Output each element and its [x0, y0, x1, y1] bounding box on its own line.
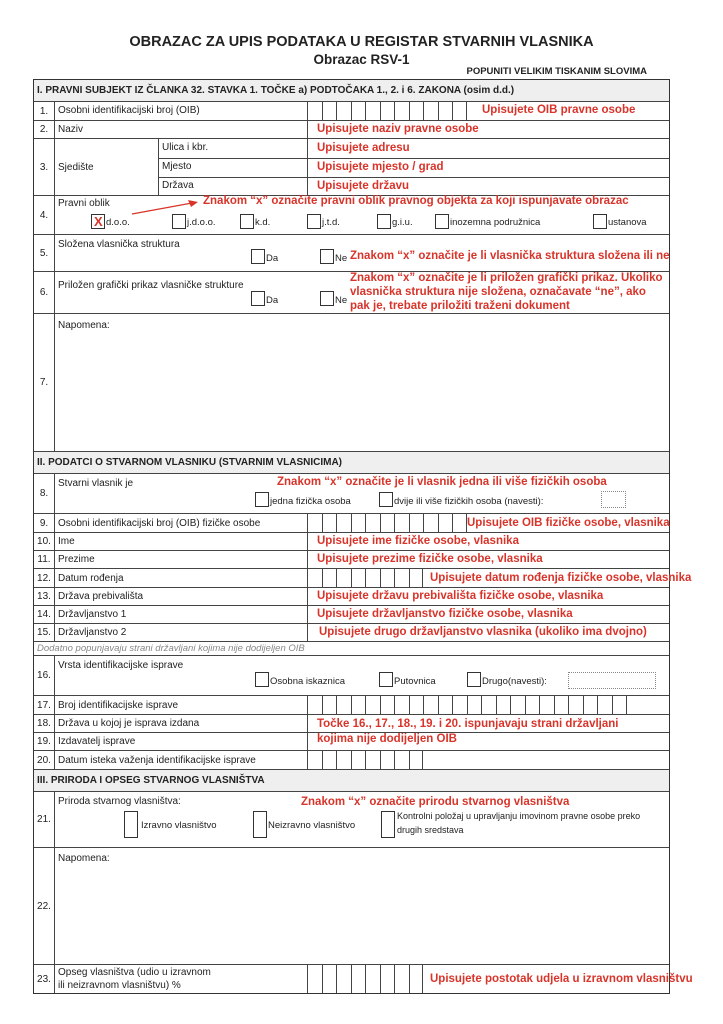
city-annotation: Upisujete mjesto / grad [317, 161, 444, 173]
checkbox-passport[interactable] [379, 672, 393, 687]
option-yes: Da [266, 295, 279, 306]
complex-structure-annotation: Znakom “x” označite je li vlasnička struktura složena ili ne [350, 250, 670, 262]
option-other: Drugo(navesti): [482, 676, 547, 687]
row-2-name [34, 121, 669, 139]
row-number: 20. [34, 751, 55, 769]
checkbox-direct[interactable] [124, 811, 138, 838]
row-19-issuer [34, 733, 669, 751]
foreign-fields-annotation-line2: kojima nije dodijeljen OIB [317, 733, 457, 745]
row-18-issuing-country [34, 715, 669, 733]
row-20-expiry-date [34, 751, 669, 770]
option-yes: Da [266, 253, 279, 264]
graphic-annotation-line3: pak je, trebate priložiti traženi dokument [350, 300, 570, 312]
row-9-person-oib [34, 514, 669, 533]
residence-label: Država prebivališta [58, 591, 144, 602]
row-11-last-name [34, 551, 669, 569]
seat-label: Sjedište [58, 162, 94, 173]
option-multiple-persons: dvije ili više fizičkih osoba (navesti): [394, 496, 544, 507]
row-3-seat [34, 139, 669, 196]
citizenship-2-label: Državljanstvo 2 [58, 627, 127, 638]
first-name-input[interactable] [308, 533, 669, 550]
row-number: 16. [34, 656, 55, 695]
person-oib-label: Osobni identifikacijski broj (OIB) fizičke osobe [58, 518, 261, 529]
street-annotation: Upisujete adresu [317, 142, 410, 154]
row-17-id-number [34, 696, 669, 715]
checkbox-id-card[interactable] [255, 672, 269, 687]
street-label: Ulica i kbr. [162, 142, 209, 153]
checkbox-kd[interactable] [240, 214, 254, 229]
checkbox-multiple-persons[interactable] [379, 492, 393, 507]
row-4-legal-form [34, 196, 669, 235]
issuing-country-label: Država u kojoj je isprava izdana [58, 718, 200, 729]
oib-label: Osobni identifikacijski broj (OIB) [58, 105, 200, 116]
id-number-label: Broj identifikacijske isprave [58, 700, 179, 711]
oib-annotation: Upisujete OIB pravne osobe [482, 104, 636, 116]
arrow-icon [130, 200, 202, 216]
checkbox-one-person[interactable] [255, 492, 269, 507]
row-1-oib [34, 102, 669, 121]
option-kd: k.d. [255, 217, 271, 228]
citizenship-1-input[interactable] [308, 606, 669, 623]
row-13-residence [34, 588, 669, 606]
row-22-note [34, 848, 669, 965]
legal-form-label: Pravni oblik [58, 198, 110, 209]
oib-input-boxes[interactable] [307, 102, 467, 120]
row-15-citizenship-2 [34, 624, 669, 642]
issuing-country-input[interactable] [308, 715, 669, 732]
option-no: Ne [335, 253, 348, 264]
option-no: Ne [335, 295, 348, 306]
row-number: 8. [34, 474, 55, 513]
row-number: 10. [34, 533, 55, 550]
city-label: Mjesto [162, 161, 192, 172]
checkbox-institution[interactable] [593, 214, 607, 229]
form-subtitle: Obrazac RSV-1 [313, 52, 410, 67]
last-name-annotation: Upisujete prezime fizičke osobe, vlasnika [317, 553, 543, 565]
row-16-id-type [34, 656, 669, 696]
option-doo: d.o.o. [106, 217, 130, 228]
person-oib-input-boxes[interactable] [307, 514, 467, 532]
section-3-title: III. PRIRODA I OPSEG STVARNOG VLASNIŠTVA [37, 775, 265, 786]
row-number: 1. [34, 102, 55, 120]
other-id-input[interactable] [568, 672, 656, 689]
option-institution: ustanova [608, 217, 647, 228]
birth-date-annotation: Upisujete datum rođenja fizičke osobe, vlasnika [430, 572, 692, 584]
row-number: 22. [34, 848, 55, 964]
checkbox-giu[interactable] [377, 214, 391, 229]
person-oib-annotation: Upisujete OIB fizičke osobe, vlasnika [467, 517, 670, 529]
section-1-title: I. PRAVNI SUBJEKT IZ ČLANKA 32. STAVKA 1. TOČKE a) PODTOČAKA 1., 2. i 6. ZAKONA (osim d.d.) [37, 85, 515, 96]
count-input[interactable] [601, 491, 626, 508]
option-jdoo: j.d.o.o. [187, 217, 216, 228]
row-7-note [34, 314, 669, 452]
last-name-label: Prezime [58, 554, 95, 565]
row-number: 4. [34, 196, 55, 234]
row-number: 3. [34, 139, 55, 195]
expiry-date-input-boxes[interactable] [307, 751, 423, 769]
citizenship-2-annotation: Upisujete drugo državljanstvo vlasnika (ukoliko ima dvojno) [319, 626, 647, 638]
section-3-header [34, 770, 669, 792]
note-label: Napomena: [58, 320, 110, 331]
x-mark: X [94, 214, 103, 229]
checkbox-foreign-branch[interactable] [435, 214, 449, 229]
note-2-textarea[interactable] [55, 848, 669, 964]
birth-date-input-boxes[interactable] [307, 569, 423, 587]
owner-type-annotation: Znakom “x” označite je li vlasnik jedna ili više fizičkih osoba [277, 476, 607, 488]
section-2-header [34, 452, 669, 474]
name-annotation: Upisujete naziv pravne osobe [317, 123, 479, 135]
row-5-complex-structure [34, 235, 669, 272]
row-number: 12. [34, 569, 55, 587]
first-name-label: Ime [58, 536, 75, 547]
country-label: Država [162, 180, 194, 191]
issuer-input[interactable] [308, 733, 669, 750]
row-number: 9. [34, 514, 55, 532]
graphic-annotation-line1: Znakom “x” označite je li priložen grafički prikaz. Ukoliko [350, 272, 663, 284]
residence-input[interactable] [308, 588, 669, 605]
citizenship-1-annotation: Upisujete državljanstvo fizičke osobe, vlasnika [317, 608, 573, 620]
row-number: 6. [34, 272, 55, 313]
note-textarea[interactable] [55, 314, 669, 451]
row-number: 2. [34, 121, 55, 138]
birth-date-label: Datum rođenja [58, 573, 124, 584]
checkbox-indirect[interactable] [253, 811, 267, 838]
option-control-line2: drugih sredstava [397, 825, 464, 835]
issuer-label: Izdavatelj isprave [58, 736, 136, 747]
row-number: 11. [34, 551, 55, 568]
street-input[interactable] [308, 139, 669, 158]
option-control-line1: Kontrolni položaj u upravljanju imovinom pravne osobe preko [397, 811, 641, 821]
registration-form [33, 79, 693, 994]
fill-instruction: POPUNITI VELIKIM TISKANIM SLOVIMA [466, 66, 647, 77]
name-input[interactable] [308, 121, 669, 138]
share-label-line2: ili neizravnom vlasništvu) % [58, 980, 181, 991]
citizenship-1-label: Državljanstvo 1 [58, 609, 127, 620]
option-one-person: jedna fizička osoba [270, 496, 351, 507]
row-14-citizenship-1 [34, 606, 669, 624]
checkbox-jdoo[interactable] [172, 214, 186, 229]
row-8-owner-type [34, 474, 669, 514]
foreign-citizens-note [34, 642, 669, 656]
option-foreign-branch: inozemna podružnica [450, 217, 541, 228]
complex-structure-label: Složena vlasnička struktura [58, 239, 180, 250]
row-number: 21. [34, 792, 55, 847]
row-number: 19. [34, 733, 55, 750]
row-6-graphic [34, 272, 669, 314]
citizenship-2-input[interactable] [308, 624, 669, 641]
expiry-date-label: Datum isteka važenja identifikacijske isprave [58, 755, 256, 766]
option-id-card: Osobna iskaznica [270, 676, 345, 687]
checkbox-control[interactable] [381, 811, 395, 838]
checkbox-graphic-no[interactable] [320, 291, 334, 306]
foreign-fields-annotation-line1: Točke 16., 17., 18., 19. i 20. ispunjavaju strani državljani [317, 718, 619, 730]
ownership-nature-annotation: Znakom “x” označite prirodu stvarnog vlasništva [301, 796, 570, 808]
section-2-title: II. PODATCI O STVARNOM VLASNIKU (STVARNIM VLASNICIMA) [37, 457, 342, 468]
option-giu: g.i.u. [392, 217, 413, 228]
row-number: 13. [34, 588, 55, 605]
owner-type-label: Stvarni vlasnik je [58, 478, 134, 489]
last-name-input[interactable] [308, 551, 669, 568]
id-type-label: Vrsta identifikacijske isprave [58, 660, 184, 671]
foreign-note-text: Dodatno popunjavaju strani državljani kojima nije dodijeljen OIB [37, 643, 305, 654]
option-direct: Izravno vlasništvo [141, 820, 217, 831]
share-annotation: Upisujete postotak udjela u izravnom vlasništvu [430, 973, 693, 985]
option-jtd: j.t.d. [322, 217, 340, 228]
first-name-annotation: Upisujete ime fizičke osobe, vlasnika [317, 535, 519, 547]
row-number: 15. [34, 624, 55, 641]
section-1-header [34, 80, 669, 102]
row-number: 18. [34, 715, 55, 732]
city-input[interactable] [308, 158, 669, 177]
row-12-birth-date [34, 569, 692, 588]
row-23-ownership-share [34, 965, 693, 993]
graphic-label: Priložen grafički prikaz vlasničke strukture [58, 280, 244, 291]
checkbox-other[interactable] [467, 672, 481, 687]
note-2-label: Napomena: [58, 853, 110, 864]
country-annotation: Upisujete državu [317, 180, 410, 192]
row-number: 23. [34, 965, 55, 993]
share-input-boxes[interactable] [307, 965, 423, 993]
row-number: 17. [34, 696, 55, 714]
id-number-input-boxes[interactable] [307, 696, 641, 714]
checkbox-complex-no[interactable] [320, 249, 334, 264]
form-title: OBRAZAC ZA UPIS PODATAKA U REGISTAR STVARNIH VLASNIKA [129, 34, 594, 50]
ownership-nature-label: Priroda stvarnog vlasništva: [58, 796, 181, 807]
option-passport: Putovnica [394, 676, 436, 687]
legal-form-annotation: Znakom “x” označite pravni oblik pravnog objekta za koji ispunjavate obrazac [203, 195, 629, 207]
checkbox-jtd[interactable] [307, 214, 321, 229]
share-label-line1: Opseg vlasništva (udio u izravnom [58, 967, 211, 978]
row-number: 7. [34, 314, 55, 451]
country-input[interactable] [308, 177, 669, 196]
graphic-annotation-line2: vlasnička struktura nije složena, označavate “ne”, ako [350, 286, 646, 298]
row-number: 14. [34, 606, 55, 623]
checkbox-graphic-yes[interactable] [251, 291, 265, 306]
checkbox-complex-yes[interactable] [251, 249, 265, 264]
row-21-ownership-nature [34, 792, 669, 848]
name-label: Naziv [58, 124, 84, 135]
row-10-first-name [34, 533, 669, 551]
option-indirect: Neizravno vlasništvo [268, 820, 356, 831]
row-number: 5. [34, 235, 55, 271]
residence-annotation: Upisujete državu prebivališta fizičke osobe, vlasnika [317, 590, 604, 602]
